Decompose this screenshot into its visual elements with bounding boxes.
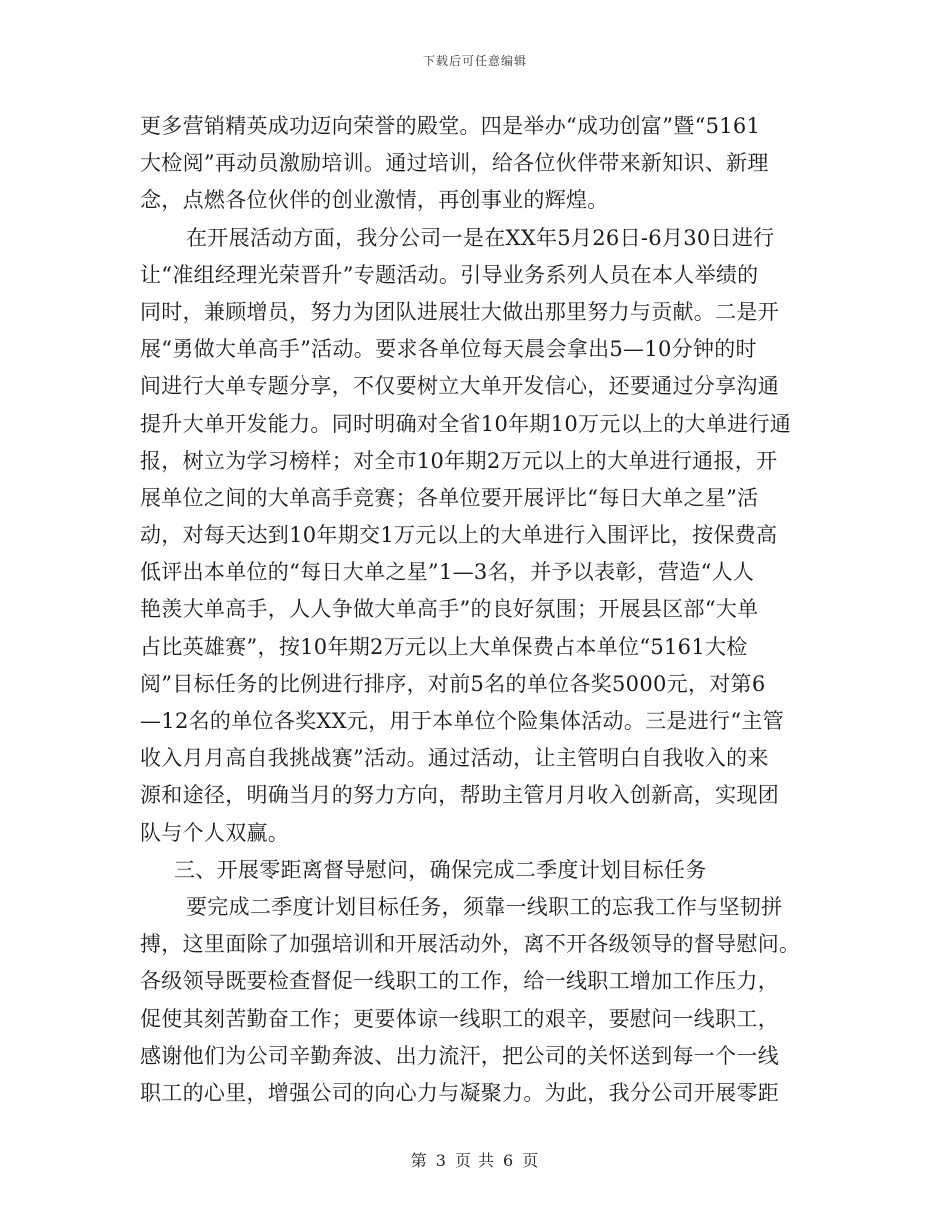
body-line: 展单位之间的大单高手竞赛；各单位要开展评比“每日大单之星”活 (140, 485, 759, 510)
page-footer (0, 1148, 950, 1171)
body-line: 念，点燃各位伙伴的创业激情，再创事业的辉煌。 (140, 188, 609, 213)
body-line: 动，对每天达到10年期交1万元以上的大单进行入围评比，按保费高 (140, 523, 778, 548)
body-line: 大检阅”再动员激励培训。通过培训，给各位伙伴带来新知识、新理 (140, 151, 769, 176)
footer-prefix: 第 (410, 1151, 428, 1170)
body-line: 各级领导既要检查督促一线职工的工作，给一线职工增加工作压力， (140, 969, 779, 994)
body-line: 提升大单开发能力。同时明确对全省10年期10万元以上的大单进行通 (140, 411, 792, 436)
body-line: 阅”目标任务的比例进行排序，对前5名的单位各奖5000元，对第6 (140, 671, 766, 696)
body-line: 促使其刻苦勤奋工作；更要体谅一线职工的艰辛，要慰问一线职工， (140, 1006, 779, 1031)
body-line: 源和途径，明确当月的努力方向，帮助主管月月收入创新高，实现团 (140, 783, 779, 808)
footer-middle: 页 共 (454, 1151, 496, 1170)
body-line: —12名的单位各奖XX元，用于本单位个险集体活动。三是进行“主管 (140, 709, 784, 733)
body-line: 更多营销精英成功迈向荣誉的殿堂。四是举办“成功创富”暨“5161 (140, 114, 761, 138)
body-line: 职工的心里，增强公司的向心力与凝聚力。为此，我分公司开展零距 (140, 1080, 779, 1105)
page-header: 下载后可任意编辑 (422, 54, 527, 68)
footer-suffix: 页 (522, 1151, 540, 1170)
body-line: 收入月月高自我挑战赛”活动。通过活动，让主管明白自我收入的来 (140, 746, 769, 771)
paragraph-first-line: 在开展活动方面，我分公司一是在XX年5月26日-6月30日进行 (186, 225, 775, 250)
body-line: 搏，这里面除了加强培训和开展活动外，离不开各级领导的督导慰问。 (140, 932, 801, 957)
body-line: 让“准组经理光荣晋升”专题活动。引导业务系列人员在本人举绩的 (140, 262, 759, 287)
paragraph-first-line: 要完成二季度计划目标任务，须靠一线职工的忘我工作与坚韧拼 (186, 894, 783, 919)
body-line: 艳羡大单高手，人人争做大单高手”的良好氛围；开展县区部“大单 (140, 597, 759, 622)
body-line: 间进行大单专题分享，不仅要树立大单开发信心，还要通过分享沟通 (140, 374, 779, 399)
section-heading: 三、开展零距离督导慰问，确保完成二季度计划目标任务 (174, 857, 707, 882)
body-line: 同时，兼顾增员，努力为团队进展壮大做出那里努力与贡献。二是开 (140, 299, 779, 324)
footer-page-number: 3 (435, 1151, 447, 1170)
document-body (140, 108, 808, 1112)
body-line: 低评出本单位的“每日大单之星”1—3名，并予以表彰，营造“人人 (140, 560, 755, 585)
body-line: 报，树立为学习榜样；对全市10年期2万元以上的大单进行通报，开 (140, 448, 778, 473)
body-line: 展“勇做大单高手”活动。要求各单位每天晨会拿出5—10分钟的时 (140, 337, 757, 362)
body-line: 感谢他们为公司辛勤奔波、出力流汗，把公司的关怀送到每一个一线 (140, 1043, 779, 1068)
footer-total-pages: 6 (503, 1151, 515, 1170)
body-line: 队与个人双赢。 (140, 820, 290, 845)
body-line: 占比英雄赛”，按10年期2万元以上大单保费占本单位“5161大检 (140, 634, 748, 659)
